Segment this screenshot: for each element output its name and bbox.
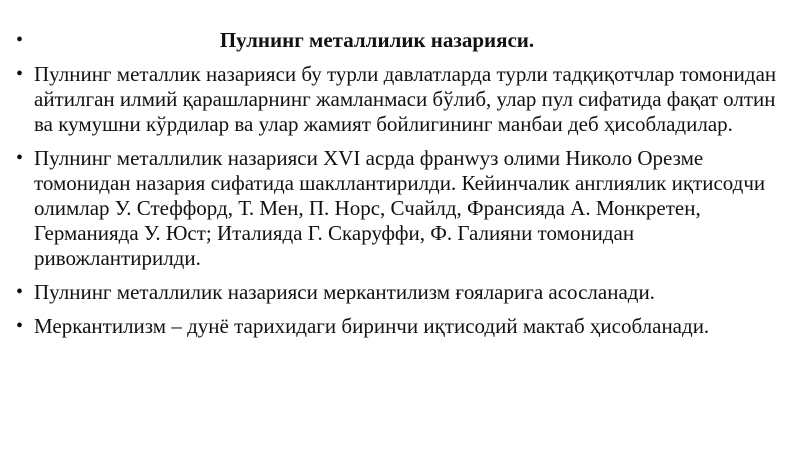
paragraph-text: Пулнинг металлилик назарияси меркантилизм ғояларига асосланади. bbox=[34, 280, 655, 304]
title-item bbox=[14, 28, 780, 53]
list-item bbox=[14, 280, 780, 305]
bullet-icon: • bbox=[16, 315, 24, 337]
bullet-icon: • bbox=[16, 281, 24, 303]
paragraph-text: Пулнинг металлик назарияси бу турли давлатларда турли тадқиқотчлар томонидан айтилган илмий қарашларнинг жамланмаси бўлиб, улар пул сифатида фақат олтин ва кумушни кўрдилар ва улар жамият бойлигининг манбаи деб ҳисобладилар. bbox=[34, 62, 777, 136]
slide-title: Пулнинг металлилик назарияси. bbox=[219, 28, 535, 52]
bullet-icon: • bbox=[16, 63, 24, 85]
bullet-list bbox=[14, 28, 780, 339]
paragraph-text: Пулнинг металлилик назарияси XVI асрда франwуз олими Николо Орезме томонидан назария сифатида шакллантирилди. Кейинчалик англиялик иқтисодчи олимлар У. Стеффорд, Т. Мен, П. Норс, Счайлд, Франсияда А. Монкретен, Германияда У. Юст; Италияда Г. Скаруффи, Ф. Галияни томонидан ривожлантирилди. bbox=[34, 146, 766, 270]
list-item bbox=[14, 62, 780, 137]
bullet-icon: • bbox=[16, 29, 24, 51]
paragraph-text: Меркантилизм – дунё тарихидаги биринчи иқтисодий мактаб ҳисобланади. bbox=[34, 314, 710, 338]
bullet-icon: • bbox=[16, 147, 24, 169]
list-item bbox=[14, 314, 780, 339]
list-item bbox=[14, 146, 780, 271]
